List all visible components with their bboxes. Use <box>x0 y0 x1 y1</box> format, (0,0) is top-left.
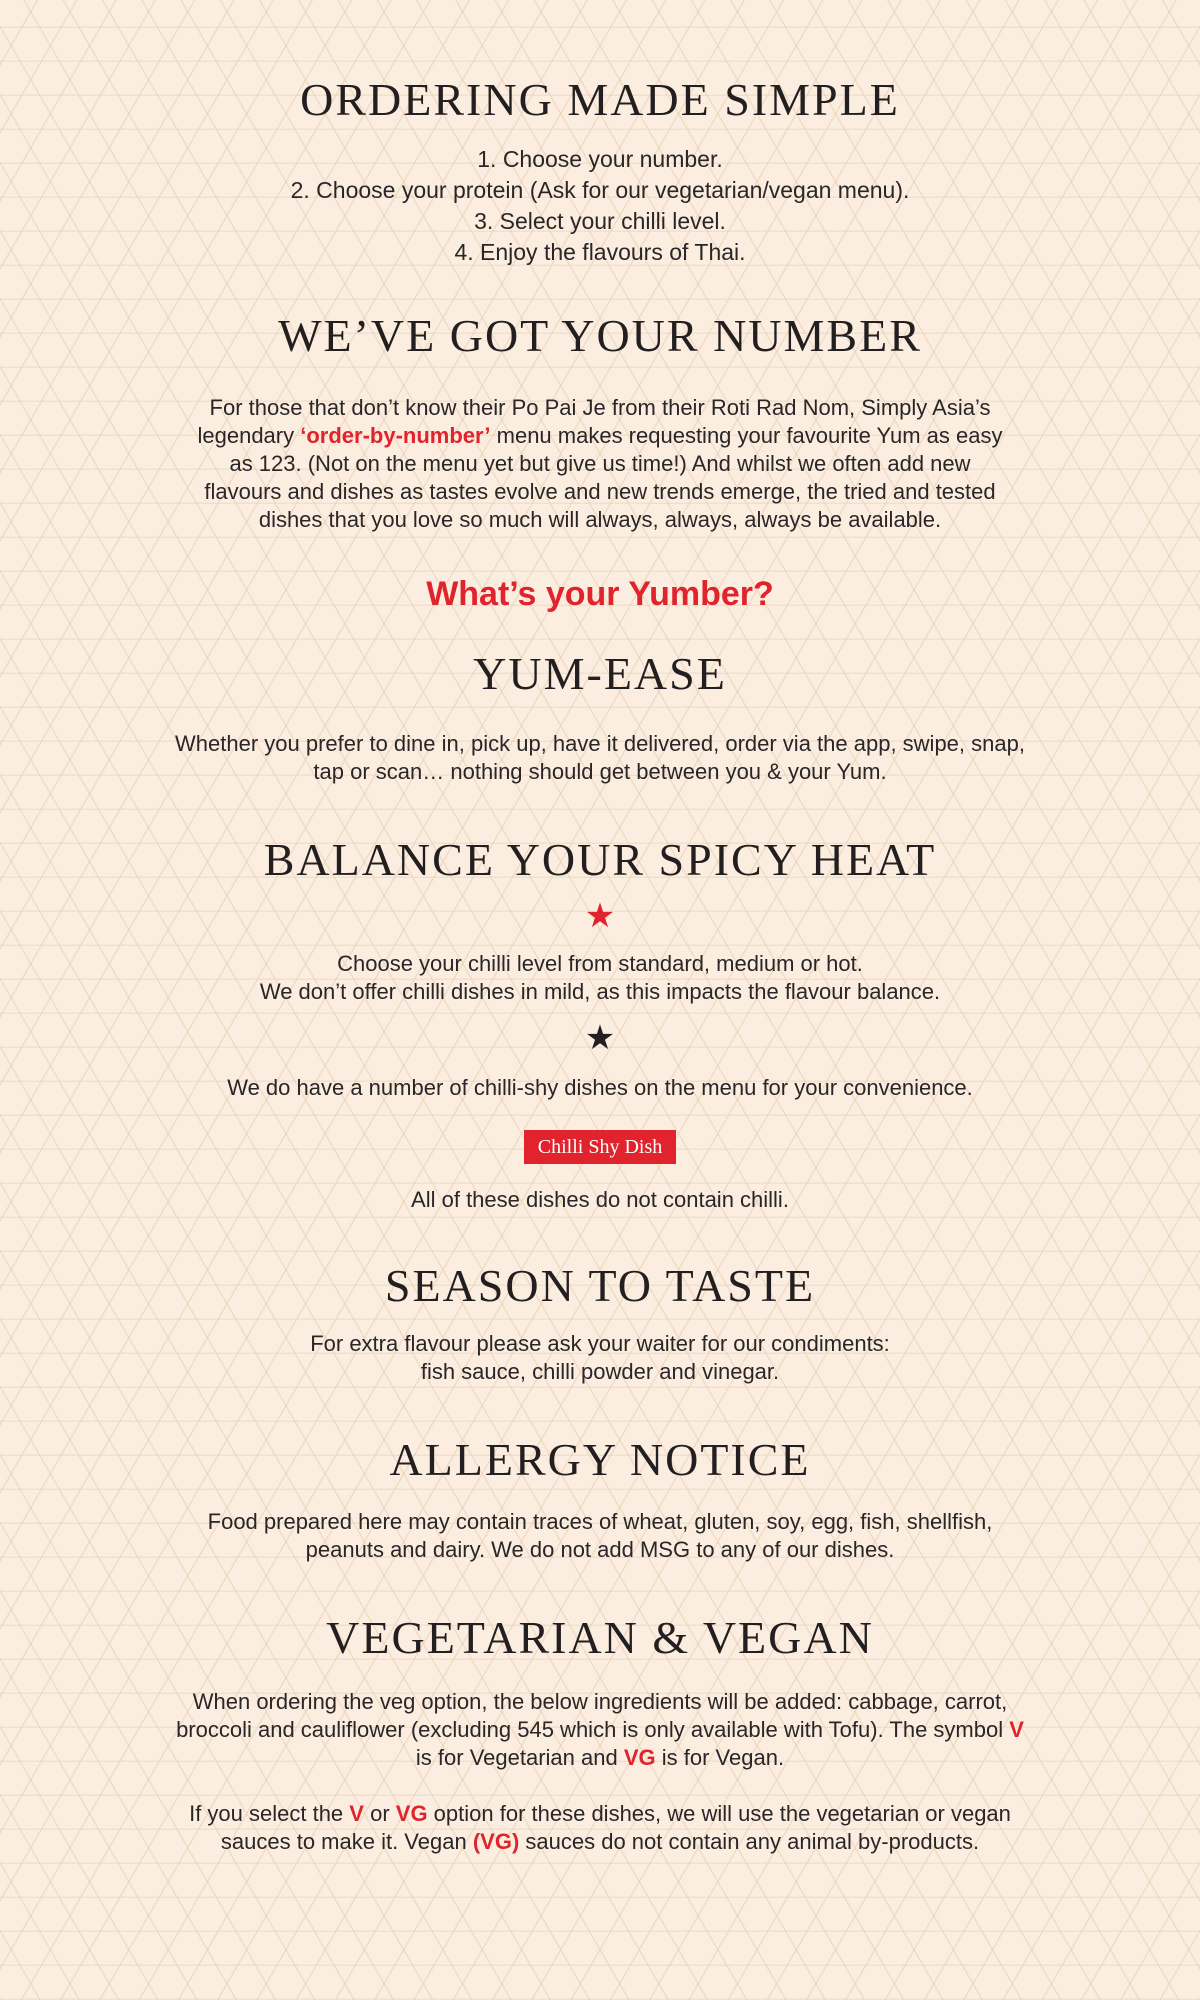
veg-paragraph-2 <box>170 1800 1030 1856</box>
allergy-title: ALLERGY NOTICE <box>389 1434 811 1485</box>
vegetarian-symbol: V <box>1009 1717 1024 1742</box>
yumease-title: YUM-EASE <box>473 648 727 699</box>
no-chilli-note: All of these dishes do not contain chilli. <box>411 1187 789 1212</box>
season-title: SEASON TO TASTE <box>384 1260 816 1311</box>
chilli-shy-paragraph: We do have a number of chilli-shy dishes on the menu for your convenience. <box>227 1075 973 1100</box>
ordering-step-2: 2. Choose your protein (Ask for our vegetarian/vegan menu). <box>290 177 910 203</box>
vegan-symbol: VG <box>623 1745 656 1770</box>
veg-p2-or: or <box>363 1801 396 1826</box>
veg-p2-start: If you select the <box>189 1801 350 1826</box>
ordering-steps <box>0 144 1200 268</box>
red-star-icon: ★ <box>584 896 616 936</box>
number-para-start: For those that don’t know their Po Pai Je from their Roti Rad Nom, Simply Asia’s legendary <box>197 395 991 448</box>
yumease-paragraph: Whether you prefer to dine in, pick up, have it delivered, order via the app, swipe, snap, tap or scan… nothing should get between you & your Yum. <box>175 731 1025 784</box>
veg-title: VEGETARIAN & VEGAN <box>326 1612 874 1663</box>
ordering-step-3: 3. Select your chilli level. <box>474 208 726 234</box>
order-by-number-highlight: ‘order-by-number’ <box>300 423 491 448</box>
veg-p2-end: sauces do not contain any animal by-products. <box>519 1829 980 1854</box>
season-line-2: fish sauce, chilli powder and vinegar. <box>420 1359 780 1384</box>
season-line-1: For extra flavour please ask your waiter for our condiments: <box>310 1331 890 1356</box>
veg-p1-start: When ordering the veg option, the below ingredients will be added: cabbage, carrot, broccoli and cauliflower (excluding 545 which is only available with Tofu). The symbol <box>176 1689 1010 1742</box>
number-paragraph <box>195 394 1005 534</box>
heat-title: BALANCE YOUR SPICY HEAT <box>263 834 937 885</box>
number-para-end: menu makes requesting your favourite Yum as easy as 123. (Not on the menu yet but give us time!) And whilst we often add new flavours and dishes as tastes evolve and new trends emerge, the tried and tested dishes that you love so much will always, always, always be available. <box>204 423 1003 532</box>
ordering-step-4: 4. Enjoy the flavours of Thai. <box>454 239 746 265</box>
vegan-symbol-paren: (VG) <box>472 1829 520 1854</box>
yumber-tagline: What’s your Yumber? <box>426 575 774 613</box>
veg-paragraph-1 <box>170 1688 1030 1772</box>
veg-p1-mid: is for Vegetarian and <box>415 1745 624 1770</box>
black-star-icon: ★ <box>584 1018 616 1058</box>
ordering-step-1: 1. Choose your number. <box>477 146 723 172</box>
vegan-symbol-2: VG <box>395 1801 428 1826</box>
heat-line-1: Choose your chilli level from standard, medium or hot. <box>337 951 863 976</box>
veg-p2-mid: option for these dishes, we will use the vegetarian or vegan sauces to make it. Vegan <box>220 1801 1011 1854</box>
number-title: WE’VE GOT YOUR NUMBER <box>278 310 922 361</box>
season-paragraph <box>170 1330 1030 1386</box>
ordering-title: ORDERING MADE SIMPLE <box>300 74 900 125</box>
heat-line-2: We don’t offer chilli dishes in mild, as this impacts the flavour balance. <box>259 979 941 1004</box>
veg-p1-end: is for Vegan. <box>655 1745 785 1770</box>
allergy-paragraph: Food prepared here may contain traces of wheat, gluten, soy, egg, fish, shellfish, peanuts and dairy. We do not add MSG to any of our dishes. <box>207 1509 993 1562</box>
heat-paragraph <box>150 950 1050 1006</box>
vegetarian-symbol-2: V <box>349 1801 364 1826</box>
chilli-shy-badge: Chilli Shy Dish <box>524 1130 676 1164</box>
